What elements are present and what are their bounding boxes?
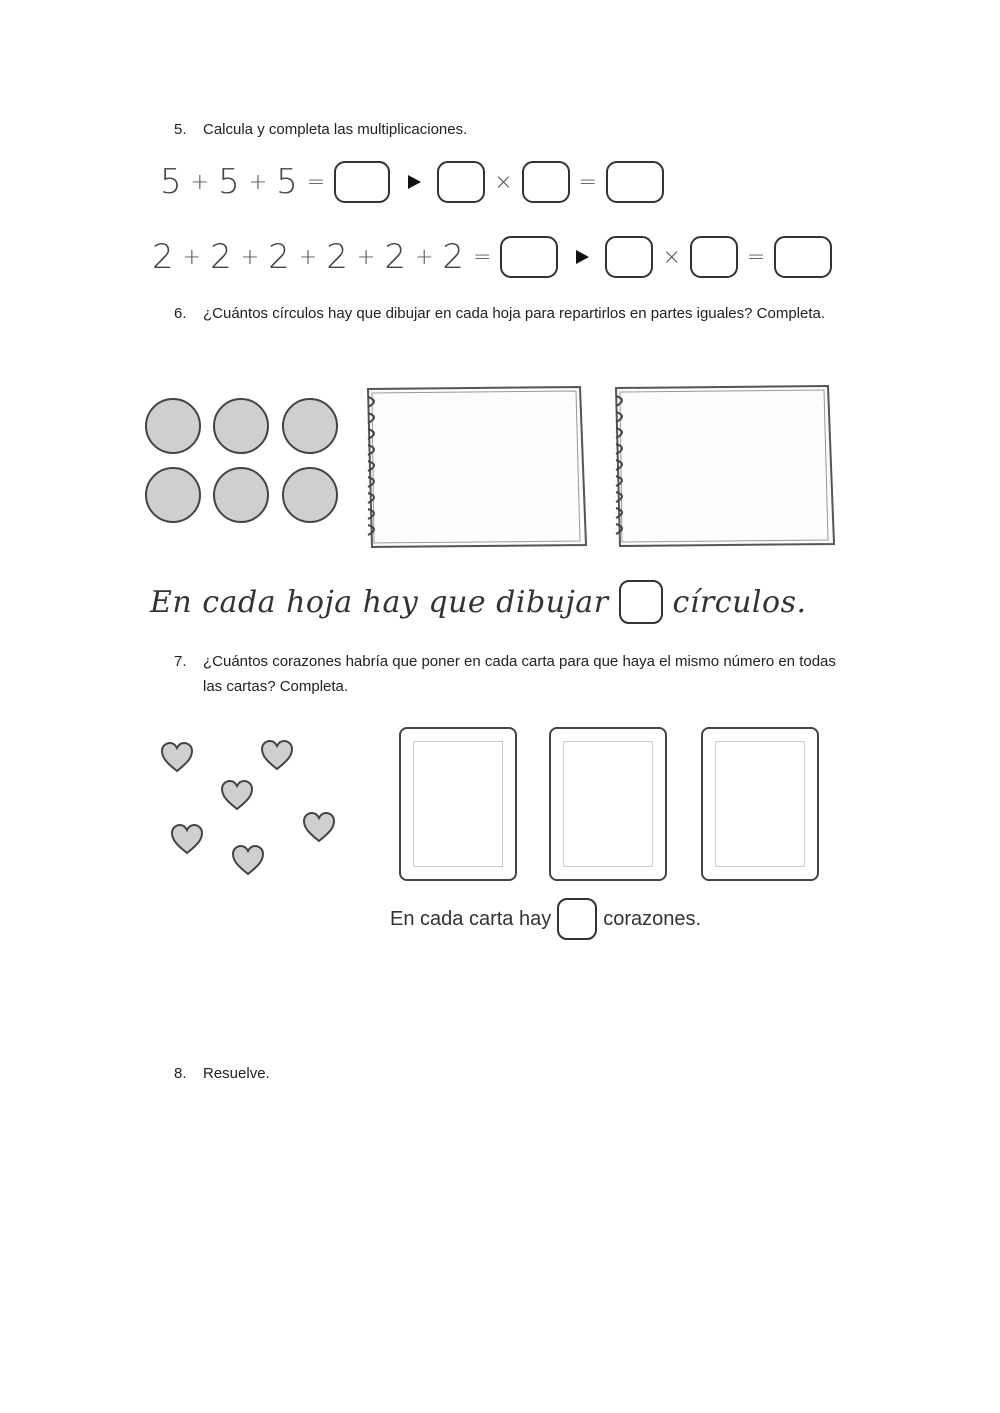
gray-circle [213,467,269,523]
arrow-right-icon [408,175,421,189]
equals-sign: = [473,244,492,270]
arrow-right-icon [576,250,589,264]
card[interactable] [549,727,667,881]
addend: 2 [152,237,174,277]
card-inner-frame [563,741,653,867]
factor-answer-box[interactable] [690,236,738,278]
gray-circle [213,398,269,454]
addend: 2 [442,237,465,277]
equals-sign: = [746,244,766,270]
question-number: 8. [174,1065,187,1082]
plus-sign: + [414,244,434,270]
plus-sign: + [356,244,376,270]
question-text: Resuelve. [203,1065,270,1082]
heart-icon [159,740,195,774]
addend: 2 [210,237,232,277]
sentence-end: círculos. [672,584,807,620]
heart-icon [259,738,295,772]
notebook-sheet[interactable] [610,384,840,550]
card[interactable] [701,727,819,881]
product-answer-box[interactable] [774,236,832,278]
factor-answer-box[interactable] [605,236,653,278]
plus-sign: + [190,169,210,195]
product-answer-box[interactable] [606,161,664,203]
gray-circle [145,398,201,454]
card[interactable] [399,727,517,881]
heart-icon [301,810,337,844]
plus-sign: + [240,244,260,270]
equals-sign: = [306,169,326,195]
sentence-start: En cada hoja hay que dibujar [150,584,609,620]
gray-circle [145,467,201,523]
plus-sign: + [298,244,318,270]
addend: 2 [384,237,406,277]
q7-answer-sentence [390,898,701,940]
card-inner-frame [413,741,503,867]
addend: 2 [326,237,348,277]
plus-sign: + [248,169,268,195]
card-inner-frame [715,741,805,867]
circles-answer-box[interactable] [619,580,663,624]
question-text: Calcula y completa las multiplicaciones. [203,121,468,138]
question-number: 6. [174,305,187,322]
question-text: ¿Cuántos círculos hay que dibujar en cada hoja para repartirlos en partes iguales? Completa. [203,305,826,322]
question-number: 5. [174,121,187,138]
addend: 5 [218,162,240,202]
factor-answer-box[interactable] [522,161,570,203]
heart-icon [169,822,205,856]
question-text: ¿Cuántos corazones habría que poner en cada carta para que haya el mismo número en todas las cartas? Completa. [203,653,836,695]
heart-icon [219,778,255,812]
sum-answer-box[interactable] [334,161,390,203]
equals-sign: = [578,169,598,195]
addend: 2 [268,237,290,277]
question-number: 7. [174,653,187,670]
equation-row-1 [160,160,664,204]
q6-answer-sentence [150,580,807,624]
gray-circle [282,467,338,523]
times-sign: × [494,169,513,195]
addend: 5 [276,162,298,202]
gray-circle [282,398,338,454]
sentence-end: corazones. [603,907,702,930]
addend: 5 [160,162,182,202]
plus-sign: + [182,244,202,270]
heart-icon [230,843,266,877]
factor-answer-box[interactable] [437,161,485,203]
sum-answer-box[interactable] [500,236,558,278]
notebook-sheet[interactable] [362,385,592,551]
equation-row-2 [152,235,832,279]
hearts-answer-box[interactable] [557,898,597,940]
sentence-start: En cada carta hay [390,907,552,930]
times-sign: × [662,244,681,270]
